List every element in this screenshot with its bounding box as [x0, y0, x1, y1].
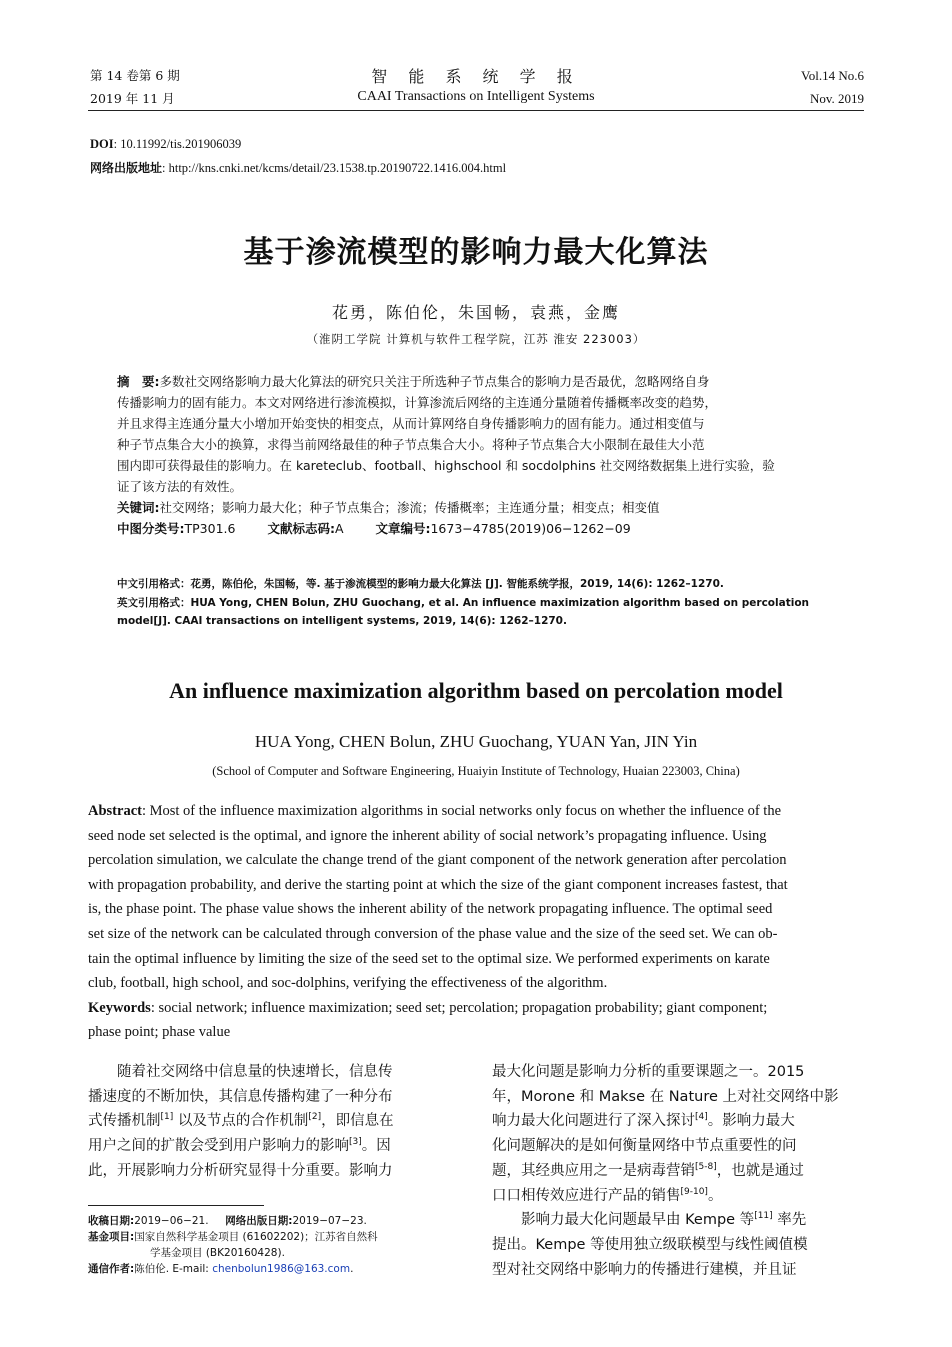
abstract-en-label: Abstract [88, 803, 142, 819]
abstract-en-line: percolation simulation, we calculate the change trend of the giant component of the network generation after percolation [88, 852, 787, 869]
doi-label: DOI [90, 137, 114, 151]
journal-title-cn: 智 能 系 统 学 报 [371, 67, 581, 86]
abstract-cn-label: 摘 要: [117, 374, 160, 389]
header-date-cn: 2019 年 11 月 [90, 91, 175, 106]
corresponding-value: 陈伯伦. E-mail: [134, 1263, 213, 1275]
body-right-line: 口口相传效应进行产品的销售[9-10]。 [492, 1186, 723, 1204]
body-right-line: 化问题解决的是如何衡量网络中节点重要性的问 [492, 1138, 797, 1155]
body-right-line: 影响力最大化问题最早由 Kempe 等[11] 率先 [492, 1211, 807, 1229]
online-address-value[interactable]: : http://kns.cnki.net/kcms/detail/23.1538.tp.20190722.1416.004.html [162, 161, 507, 175]
authors-en: HUA Yong, CHEN Bolun, ZHU Guochang, YUAN Yan, JIN Yin [254, 732, 698, 751]
header-date-en: Nov. 2019 [809, 91, 864, 106]
header-volume-cn: 第 14 卷第 6 期 [90, 68, 180, 83]
affiliation-cn: （淮阴工学院 计算机与软件工程学院，江苏 淮安 223003） [306, 332, 646, 346]
keywords-en-line: phase point; phase value [88, 1024, 231, 1041]
corresponding-label: 通信作者: [88, 1263, 135, 1275]
abstract-en-line: : Most of the influence maximization algorithms in social networks only focus on whether the influence of the [141, 803, 782, 819]
class-label: 中图分类号: [117, 521, 185, 536]
header-rule [88, 110, 864, 111]
doccode-value: A [334, 521, 344, 536]
citation-en-line1: 英文引用格式：HUA Yong, CHEN Bolun, ZHU Guochang, et al. An influence maximization algorithm based on percolation [117, 596, 810, 609]
citation-en-line2: model[J]. CAAI transactions on intelligent systems, 2019, 14(6): 1262–1270. [117, 615, 567, 627]
article-number-value: 1673−4785(2019)06−1262−09 [430, 521, 631, 536]
received-value: 2019−06−21. [134, 1215, 209, 1227]
body-left-line: 用户之间的扩散会受到用户影响力的影响[3]。因 [88, 1137, 391, 1155]
paper-title-cn: 基于渗流模型的影响力最大化算法 [243, 235, 709, 270]
abstract-en-line: seed node set selected is the optimal, and ignore the inherent ability of social network’s propagating influence. Using [88, 827, 767, 844]
body-right-line: 型对社交网络中影响力的传播进行建模，并且证 [492, 1261, 797, 1278]
online-address-label: 网络出版地址 [90, 161, 163, 175]
footnote-rule [88, 1205, 264, 1206]
abstract-cn-line: 并且求得主连通分量大小增加开始变快的相变点，从而计算网络自身传播影响力的固有能力。通过相变值与 [117, 416, 705, 431]
abstract-cn-line: 证了该方法的有效性。 [117, 479, 243, 494]
abstract-cn [117, 371, 837, 539]
doi-line [90, 137, 241, 152]
doi-value[interactable]: : 10.11992/tis.201906039 [113, 137, 242, 151]
online-date-value: 2019−07−23. [292, 1215, 367, 1227]
citation-cn: 中文引用格式：花勇，陈伯伦，朱国畅，等. 基于渗流模型的影响力最大化算法 [J]. 智能系统学报，2019, 14(6): 1262–1270. [117, 578, 724, 590]
received-label: 收稿日期: [88, 1215, 135, 1227]
keywords-cn [117, 497, 837, 518]
journal-title-en: CAAI Transactions on Intelligent Systems [357, 89, 595, 104]
body-right-line: 题，其经典应用之一是病毒营销[5-8]，也就是通过 [492, 1161, 804, 1179]
abstract-en-line: club, football, high school, and soc-dolphins, verifying the effectiveness of the algorithm. [88, 975, 608, 992]
keywords-cn-label: 关键词: [117, 500, 160, 515]
body-right-column [492, 1060, 867, 1282]
fund-line2: 学基金项目 (BK20160428). [150, 1247, 285, 1259]
doccode-label: 文献标志码: [267, 521, 335, 536]
keywords-en-line: : social network; influence maximization; seed set; percolation; propagation probability; giant component; [150, 999, 768, 1016]
body-left-line: 随着社交网络中信息量的快速增长，信息传 [88, 1064, 393, 1080]
body-right-line: 年，Morone 和 Makse 在 Nature 上对社交网络中影 [492, 1088, 839, 1105]
corresponding-email-link[interactable]: chenbolun1986@163.com [212, 1263, 351, 1275]
abstract-cn-line: 多数社交网络影响力最大化算法的研究只关注于所选种子节点集合的影响力是否最优，忽略网络自身 [159, 374, 710, 389]
body-right-line: 提出。Kempe 等使用独立级联模型与线性阈值模 [492, 1236, 808, 1253]
header-volume-en: Vol.14 No.6 [801, 68, 864, 83]
class-value: TP301.6 [184, 521, 236, 536]
email-period: . [350, 1263, 354, 1275]
abstract-en-line: is, the phase point. The phase value shows the inherent ability of the network propagating influence. The optimal seed [88, 901, 773, 918]
body-left-line: 播速度的不断加快，其信息传播构建了一种分布 [88, 1088, 393, 1105]
abstract-cn-line: 传播影响力的固有能力。本文对网络进行渗流模拟，计算渗流后网络的主连通分量随着传播概率改变的趋势， [117, 395, 718, 410]
keywords-en-label: Keywords [88, 999, 151, 1016]
body-left-line: 此，开展影响力分析研究显得十分重要。影响力 [88, 1162, 393, 1179]
abstract-en-line: set size of the network can be calculated through conversion of the phase value and the size of the seed set. We can ob- [88, 925, 778, 942]
body-left-column [88, 1060, 463, 1184]
footnote [88, 1213, 468, 1277]
abstract-en-line: with propagation probability, and derive the starting point at which the size of the giant component increases fastest, that [88, 876, 788, 893]
citation-block [117, 575, 847, 631]
keywords-cn-value: 社交网络；影响力最大化；种子节点集合；渗流；传播概率；主连通分量；相变点；相变值 [159, 500, 660, 515]
article-number-label: 文章编号: [375, 521, 431, 536]
abstract-en-line: tain the optimal influence by limiting the size of the seed set to the optimal size. We performed experiments on karate [88, 950, 770, 967]
body-right-line: 响力最大化问题进行了深入探讨[4]。影响力最大 [492, 1112, 795, 1130]
abstract-cn-line: 围内即可获得最佳的影响力。在 kareteclub、football、highschool 和 socdolphins 社交网络数据集上进行实验，验 [117, 458, 775, 473]
authors-cn: 花勇，陈伯伦，朱国畅，袁燕，金鹰 [331, 303, 620, 322]
online-address-line [90, 159, 506, 176]
classification-line [117, 518, 837, 539]
online-date-label: 网络出版日期: [225, 1215, 293, 1227]
fund-label: 基金项目: [88, 1231, 135, 1243]
abstract-cn-line: 种子节点集合大小的换算，求得当前网络最佳的种子节点集合大小。将种子节点集合大小限制在最佳大小范 [117, 437, 705, 452]
body-left-line: 式传播机制[1] 以及节点的合作机制[2]，即信息在 [88, 1112, 394, 1130]
abstract-en [88, 799, 864, 1045]
paper-title-en: An influence maximization algorithm based on percolation model [169, 678, 783, 703]
affiliation-en: (School of Computer and Software Engineering, Huaiyin Institute of Technology, Huaian 223003, China) [212, 764, 740, 778]
body-right-line: 最大化问题是影响力分析的重要课题之一。2015 [492, 1064, 805, 1080]
fund-line1: 国家自然科学基金项目 (61602202)；江苏省自然科 [134, 1231, 378, 1243]
